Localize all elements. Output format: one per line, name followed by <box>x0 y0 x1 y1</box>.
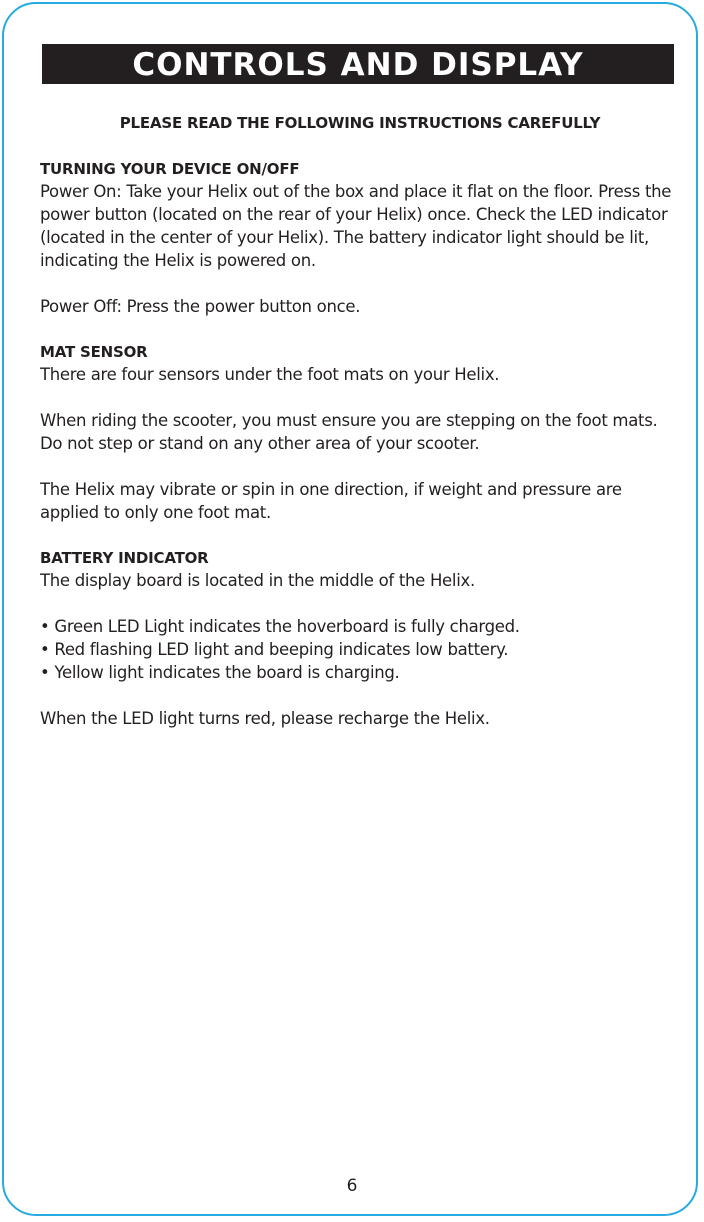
power-on-paragraph: Power On: Take your Helix out of the box and place it flat on the floor. Press the power button (located on the rear of your Helix) once. Check the LED indicator (located in the center of your Helix). The battery indicator light should be lit, indicating the Helix is powered on. <box>40 182 672 270</box>
section-heading-mat-sensor: MAT SENSOR <box>40 343 148 361</box>
instruction-notice: PLEASE READ THE FOLLOWING INSTRUCTIONS CAREFULLY <box>119 114 601 132</box>
section-power <box>40 158 680 318</box>
battery-intro: The display board is located in the middle of the Helix. <box>40 571 475 590</box>
page-title: CONTROLS AND DISPLAY <box>42 44 674 84</box>
battery-closing: When the LED light turns red, please recharge the Helix. <box>40 709 490 728</box>
page-content <box>40 112 680 730</box>
list-item: • Green LED Light indicates the hoverboard is fully charged. <box>40 615 680 638</box>
page-number: 6 <box>346 1176 358 1196</box>
section-mat-sensor <box>40 341 680 524</box>
section-heading-power: TURNING YOUR DEVICE ON/OFF <box>40 160 300 178</box>
power-off-paragraph: Power Off: Press the power button once. <box>40 297 361 316</box>
mat-sensor-paragraph: The Helix may vibrate or spin in one direction, if weight and pressure are applied to only one foot mat. <box>40 480 622 522</box>
list-item: • Yellow light indicates the board is charging. <box>40 661 680 684</box>
section-battery-indicator <box>40 547 680 730</box>
mat-sensor-paragraph: There are four sensors under the foot mats on your Helix. <box>40 365 500 384</box>
mat-sensor-paragraph: When riding the scooter, you must ensure you are stepping on the foot mats. Do not step or stand on any other area of your scooter. <box>40 411 658 453</box>
section-heading-battery: BATTERY INDICATOR <box>40 549 209 567</box>
list-item: • Red flashing LED light and beeping indicates low battery. <box>40 638 680 661</box>
battery-bullet-list <box>40 615 680 684</box>
